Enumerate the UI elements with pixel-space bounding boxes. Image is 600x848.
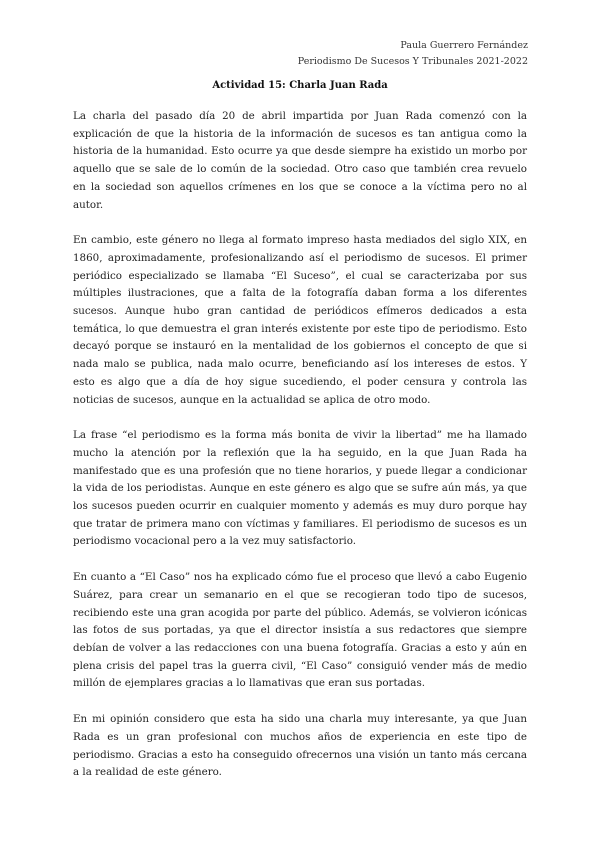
page-header [298, 38, 528, 70]
paragraph-4: En cuanto a “El Caso” nos ha explicado cómo fue el proceso que llevó a cabo Eugenio Suárez, para crear un semanario en el que se recogieran todo tipo de sucesos, recibiendo este una gran acogida por parte del público. Además, se volvieron icónicas las fotos de sus portadas, ya que el director insistía a sus redactores que siempre debían de volver a las redacciones con una buena fotografía. Gracias a esto y aún en plena crisis del papel tras la guerra civil, “El Caso” consiguió vender más de medio millón de ejemplares gracias a lo llamativas que eran sus portadas. [73, 571, 527, 690]
paragraph-1: La charla del pasado día 20 de abril impartida por Juan Rada comenzó con la explicación de que la historia de la información de sucesos es tan antigua como la historia de la humanidad. Esto ocurre ya que desde siempre ha existido un morbo por aquello que se sale de lo común de la sociedad. Otro caso que también crea revuelo en la sociedad son aquellos crímenes en los que se conoce a la víctima pero no al autor. [73, 110, 527, 211]
paragraph-2: En cambio, este género no llega al formato impreso hasta mediados del siglo XIX, en 1860, aproximadamente, profesionalizando así el periodismo de sucesos. El primer periódico especializado se llamaba “El Suceso”, el cual se caracterizaba por sus múltiples ilustraciones, que a falta de la fotografía daban forma a los diferentes sucesos. Aunque hubo gran cantidad de periódicos efímeros dedicados a esta temática, lo que demuestra el gran interés existente por este tipo de periodismo. Esto decayó porque se instauró en la mentalidad de los gobiernos el concepto de que si nada malo se publica, nada malo ocurre, beneficiando así los intereses de estos. Y esto es algo que a día de hoy sigue sucediendo, el poder censura y controla las noticias de sucesos, aunque en la actualidad se aplica de otro modo. [73, 234, 527, 406]
document-body [73, 108, 527, 800]
course-name: Periodismo De Sucesos Y Tribunales 2021-2022 [297, 56, 528, 67]
paragraph-3: La frase “el periodismo es la forma más bonita de vivir la libertad” me ha llamado mucho la atención por la reflexión que la ha seguido, en la que Juan Rada ha manifestado que es una profesión que no tiene horarios, y puede llegar a condicionar la vida de los periodistas. Aunque en este género es algo que se sufre aún más, ya que los sucesos pueden ocurrir en cualquier momento y además es muy duro porque hay que tratar de primera mano con víctimas y familiares. El periodismo de sucesos es un periodismo vocacional pero a la vez muy satisfactorio. [73, 429, 527, 548]
document-title: Actividad 15: Charla Juan Rada [212, 80, 388, 91]
paragraph-5: En mi opinión considero que esta ha sido una charla muy interesante, ya que Juan Rada es un gran profesional con muchos años de experiencia en este tipo de periodismo. Gracias a esto ha conseguido ofrecernos una visión un tanto más cercana a la realidad de este género. [73, 713, 527, 779]
author-name: Paula Guerrero Fernández [400, 40, 528, 51]
